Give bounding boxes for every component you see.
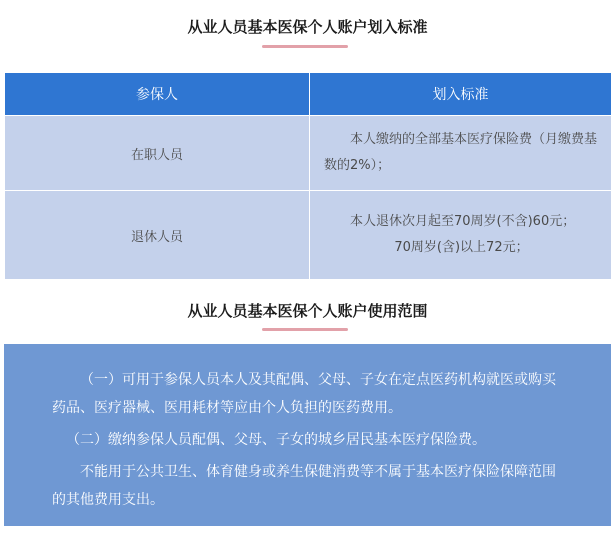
standard-text: 本人缴纳的全部基本医疗保险费（月缴费基数的2%）；	[324, 132, 598, 173]
table-row	[5, 116, 612, 191]
usage-paragraph: （二）缴纳参保人员配偶、父母、子女的城乡居民基本医疗保险费。	[66, 432, 486, 448]
table-header-row	[5, 73, 612, 116]
insured-type-employed: 在职人员	[5, 116, 310, 191]
title-underline	[262, 45, 348, 48]
allocation-standard-table	[4, 72, 612, 280]
usage-paragraph: 不能用于公共卫生、体育健身或养生保健消费等不属于基本医疗保险保障范围的其他费用支出。	[52, 464, 556, 508]
standard-text-line2: 70周岁(含)以上72元；	[394, 240, 529, 255]
allocation-standard-employed	[310, 116, 612, 191]
standard-text-line1: 本人退休次月起至70周岁(不含)60元；	[350, 214, 576, 229]
insured-type-retired: 退休人员	[5, 191, 310, 280]
column-header-standard: 划入标准	[310, 73, 612, 116]
usage-scope-box	[4, 344, 611, 526]
allocation-standard-retired	[310, 191, 612, 280]
section-title-usage: 从业人员基本医保个人账户使用范围	[187, 302, 428, 320]
title-underline	[262, 328, 348, 331]
usage-paragraph: （一）可用于参保人员本人及其配偶、父母、子女在定点医药机构就医或购买药品、医疗器械、医用耗材等应由个人负担的医药费用。	[52, 372, 556, 416]
column-header-insured: 参保人	[5, 73, 310, 116]
section-title-allocation: 从业人员基本医保个人账户划入标准	[187, 18, 428, 36]
table-row	[5, 191, 612, 280]
